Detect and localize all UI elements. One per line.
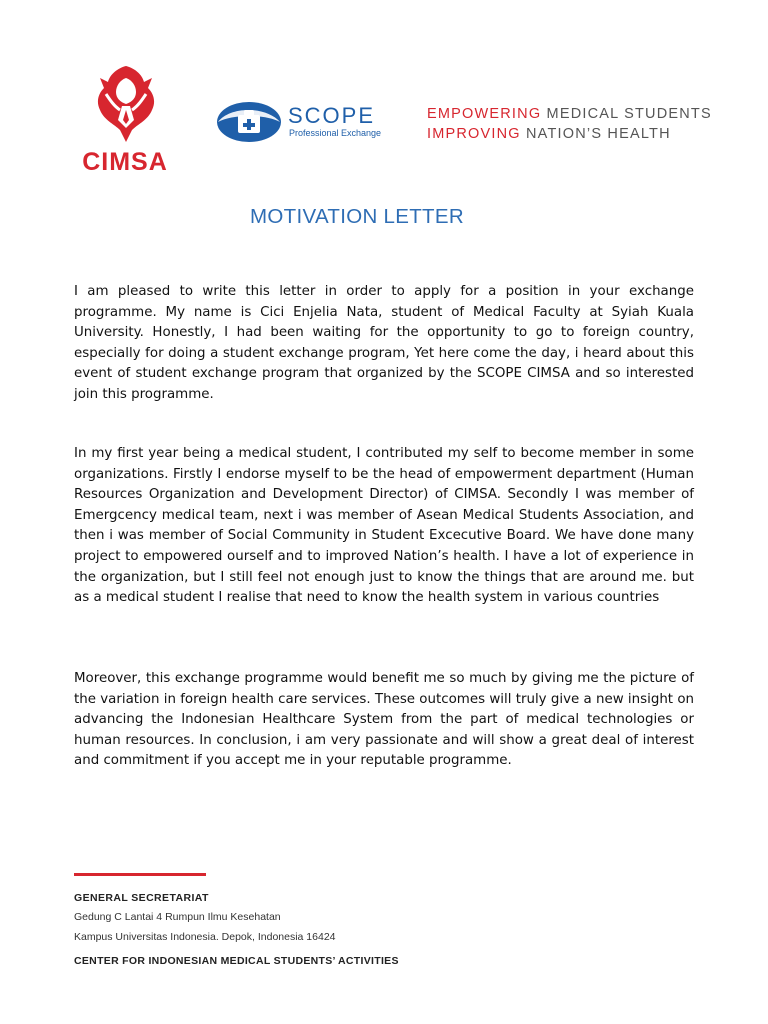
tagline-line-1-bold: EMPOWERING [427, 106, 542, 122]
footer-divider [74, 873, 206, 876]
cimsa-phoenix-logo-icon [92, 64, 160, 144]
scope-logo [216, 100, 401, 144]
tagline-line-1-rest: MEDICAL STUDENTS [541, 106, 712, 122]
footer-address-line-1: Gedung C Lantai 4 Rumpun Ilmu Kesehatan [74, 911, 281, 923]
body-paragraph-3: Moreover, this exchange programme would benefit me so much by giving me the picture of the variation in foreign health care services. These outcomes will truly give a new insight on advancing the Indonesian Healthcare System from the part of medical technologies or human resources. In conclusion, i am very passionate and will show a great deal of interest and commitment if you accept me in your reputable programme. [74, 671, 694, 769]
tagline-line-2-bold: IMPROVING [427, 126, 521, 142]
tagline-line-2-rest: NATION’S HEALTH [520, 126, 671, 142]
document-title: MOTIVATION LETTER [250, 205, 464, 228]
tagline-line-2 [427, 124, 712, 144]
header-tagline [427, 104, 712, 144]
scope-logo-subtext: Professional Exchange [289, 128, 382, 138]
body-paragraph-1: I am pleased to write this letter in order to apply for a position in your exchange programme. My name is Cici Enjelia Nata, student of Medical Faculty at Syiah Kuala University. Honestly, I had been waiting for the opportunity to go to foreign country, especially for doing a student exchange program, Yet here come the day, i heard about this event of student exchange program that organized by the SCOPE CIMSA and so interested join this programme. [74, 284, 694, 402]
scope-globe-logo-icon [216, 100, 282, 144]
tagline-line-1 [427, 104, 712, 124]
body-paragraph-2: In my first year being a medical student, I contributed my self to become member in some organizations. Firstly I endorse myself to be the head of empowerment department (Human Resources Organization and Development Director) of CIMSA. Secondly I was member of Emergcency medical team, next i was member of Asean Medical Students Association, and then i was member of Social Community in Student Excecutive Board. We have done many project to empowered ourself and to improved Nation’s health. I have a lot of experience in the organization, but I still feel not enough just to know the things that are around me. but as a medical student I realise that need to know the health system in various countries [74, 446, 694, 606]
footer-organization: CENTER FOR INDONESIAN MEDICAL STUDENTS’ ACTIVITIES [74, 955, 399, 967]
scope-logo-text: SCOPE [288, 103, 376, 128]
footer-heading: GENERAL SECRETARIAT [74, 892, 209, 904]
cimsa-logo-text: CIMSA [82, 148, 168, 176]
footer-address-line-2: Kampus Universitas Indonesia. Depok, Indonesia 16424 [74, 931, 336, 943]
cimsa-logo [70, 64, 180, 176]
